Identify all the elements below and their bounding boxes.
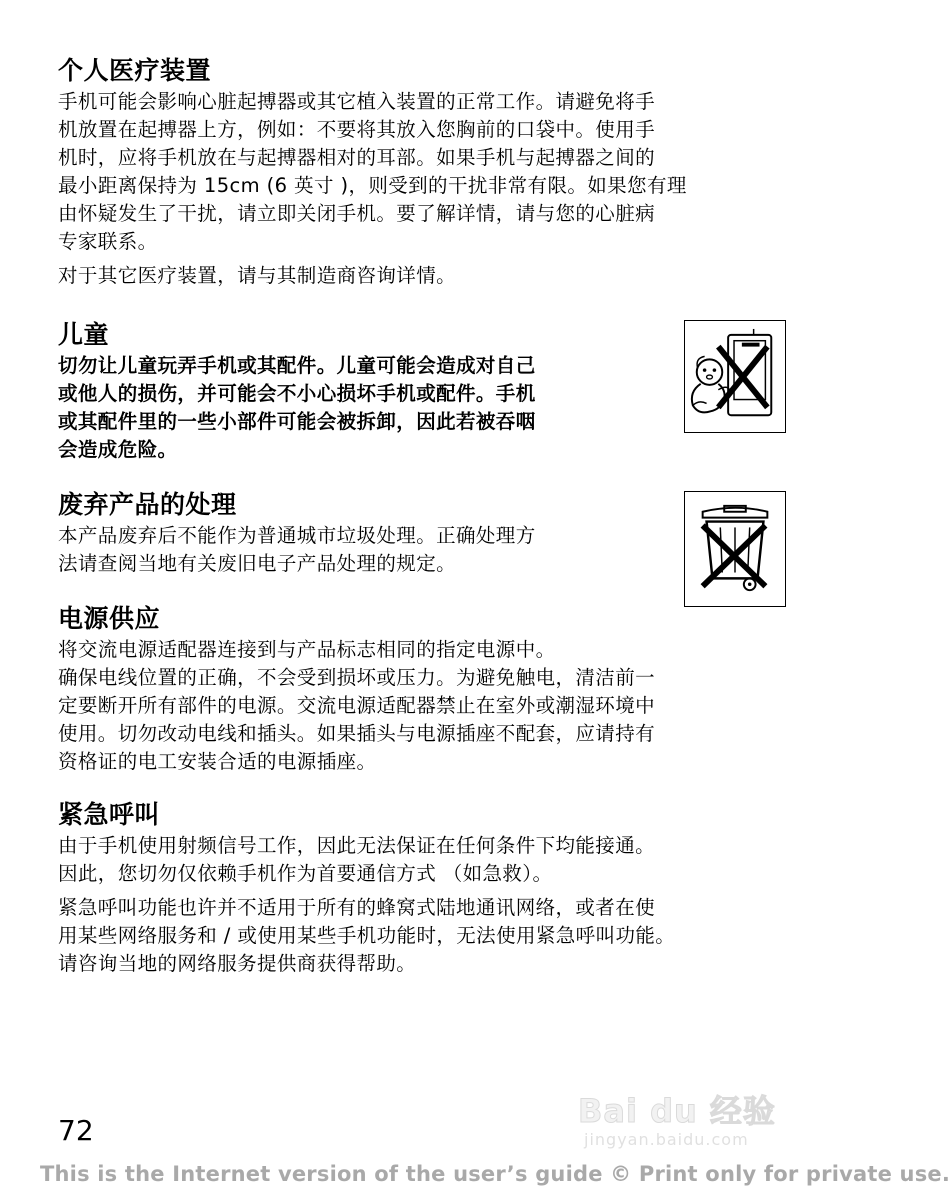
- no-children-icon: [684, 320, 786, 433]
- text-line: 机时，应将手机放在与起搏器相对的耳部。如果手机与起搏器之间的: [58, 146, 656, 169]
- text-line: 会造成危险。: [58, 438, 178, 461]
- text-line: 专家联系。: [58, 230, 158, 253]
- heading-power-supply: 电源供应: [58, 604, 161, 633]
- manual-page: [58, 54, 798, 978]
- text-line: 或其配件里的一些小部件可能会被拆卸，因此若被吞咽: [58, 410, 536, 433]
- power-paragraph-2: [58, 664, 798, 776]
- disposal-paragraph: [58, 522, 638, 578]
- heading-disposal: 废弃产品的处理: [58, 490, 237, 519]
- text-line: 由怀疑发生了干扰，请立即关闭手机。要了解详情，请与您的心脏病: [58, 202, 656, 225]
- heading-children: 儿童: [58, 320, 110, 349]
- emergency-paragraph-1: [58, 832, 798, 888]
- section-power-supply: [58, 602, 798, 776]
- emergency-paragraph-2: [58, 894, 798, 978]
- power-paragraph-1: 将交流电源适配器连接到与产品标志相同的指定电源中。: [58, 638, 556, 661]
- text-line: 机放置在起搏器上方，例如：不要将其放入您胸前的口袋中。使用手: [58, 118, 656, 141]
- children-paragraph: [58, 352, 638, 464]
- text-line: 切勿让儿童玩弄手机或其配件。儿童可能会造成对自己: [58, 354, 536, 377]
- text-line: 或他人的损伤，并可能会不小心损坏手机或配件。手机: [58, 382, 536, 405]
- text-line: 手机可能会影响心脏起搏器或其它植入装置的正常工作。请避免将手: [58, 90, 656, 113]
- crossed-bin-icon: [684, 491, 786, 607]
- text-line: 请咨询当地的网络服务提供商获得帮助。: [58, 952, 417, 975]
- section-emergency-calls: [58, 798, 798, 978]
- page-number: 72: [58, 1114, 94, 1147]
- text-line: 紧急呼叫功能也许并不适用于所有的蜂窝式陆地通讯网络，或者在使: [58, 896, 656, 919]
- text-line: 用某些网络服务和 / 或使用某些手机功能时，无法使用紧急呼叫功能。: [58, 924, 676, 947]
- text-line: 法请查阅当地有关废旧电子产品处理的规定。: [58, 552, 457, 575]
- no-children-pictogram: [685, 321, 785, 432]
- heading-medical-devices: 个人医疗装置: [58, 56, 212, 85]
- text-line: 本产品废弃后不能作为普通城市垃圾处理。正确处理方: [58, 524, 536, 547]
- text-line: 定要断开所有部件的电源。交流电源适配器禁止在室外或潮湿环境中: [58, 694, 656, 717]
- crossed-bin-pictogram: [685, 492, 785, 606]
- watermark-brand: Bai du 经验: [578, 1092, 776, 1130]
- footer-note: This is the Internet version of the user’s guide © Print only for private use.: [40, 1162, 950, 1186]
- text-line: 由于手机使用射频信号工作，因此无法保证在任何条件下均能接通。: [58, 834, 656, 857]
- section-medical-devices: [58, 54, 798, 290]
- medical-paragraph-2: 对于其它医疗装置，请与其制造商咨询详情。: [58, 264, 457, 287]
- text-line: 确保电线位置的正确，不会受到损坏或压力。为避免触电，清洁前一: [58, 666, 656, 689]
- text-line: 使用。切勿改动电线和插头。如果插头与电源插座不配套，应请持有: [58, 722, 656, 745]
- heading-emergency-calls: 紧急呼叫: [58, 800, 161, 829]
- baidu-watermark: [578, 1068, 808, 1158]
- text-line: 最小距离保持为 15cm (6 英寸 )，则受到的干扰非常有限。如果您有理: [58, 174, 687, 197]
- medical-paragraph-1: [58, 88, 798, 256]
- watermark-url: jingyan.baidu.com: [584, 1130, 749, 1149]
- text-line: 因此，您切勿仅依赖手机作为首要通信方式 （如急救）。: [58, 862, 553, 885]
- text-line: 资格证的电工安装合适的电源插座。: [58, 750, 377, 773]
